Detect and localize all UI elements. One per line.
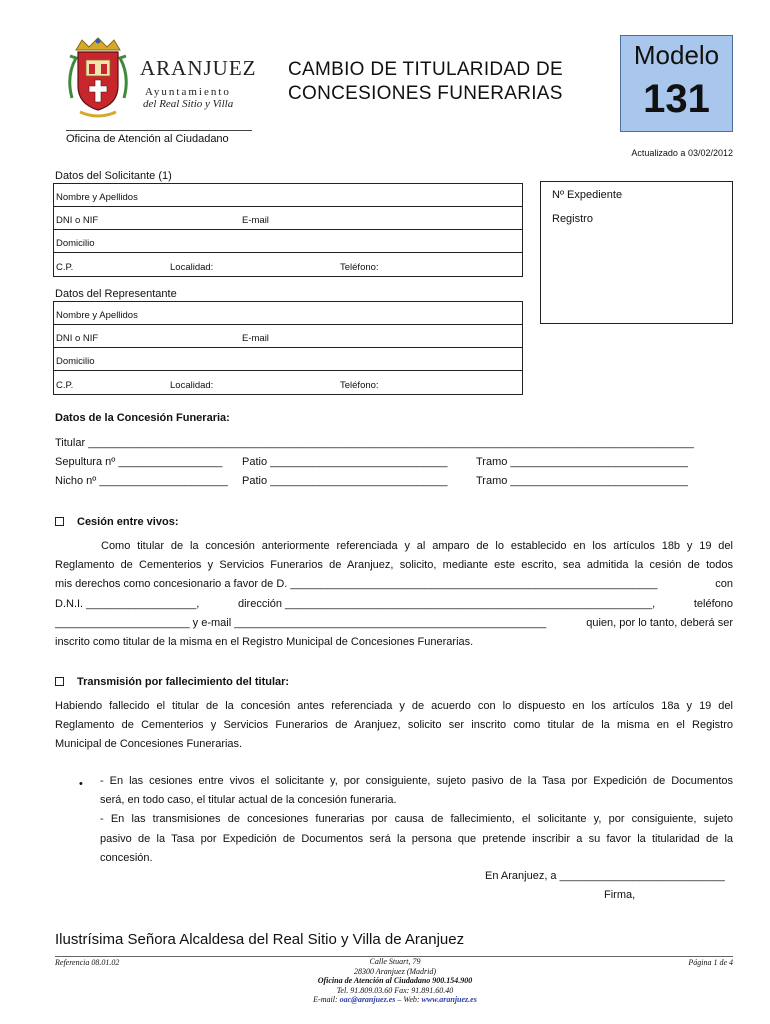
applicant-heading: Datos del Solicitante (1) (55, 170, 172, 182)
date-place-field[interactable]: En Aranjuez, a ___________________________ (485, 870, 725, 882)
transfer-paragraph: Habiendo fallecido el titular de la concesión antes referenciada y de acuerdo con lo dispuesto en los artículos 18a y 19 del Reglamento de Cementerios y Servicios Funerarios de Aranjuez, solicito ser inscrito como titular de la misma en el Registro Municipal de Concesiones Funerarias. (55, 700, 733, 751)
file-number-box (540, 181, 733, 324)
addressee: Ilustrísima Señora Alcaldesa del Real Sitio y Villa de Aranjuez (55, 931, 465, 948)
applicant-box (53, 183, 523, 277)
transfer-option (55, 676, 289, 688)
applicant-location-row (54, 253, 522, 276)
footer-email-link[interactable]: oac@aranjuez.es (339, 995, 396, 1005)
document-title: CAMBIO DE TITULARIDAD DE CONCESIONES FUNERARIAS (288, 59, 563, 104)
footer-address: Calle Stuart, 79 28300 Aranjuez (Madrid) Oficina de Atención al Ciudadano 900.154.900 Tel. 91.809.03.60 Fax: 91.891.60.40 E-mail: oac@aranjuez.es – Web: www.aranjuez.es (313, 957, 477, 1005)
notes-bullet: • (79, 778, 83, 790)
niche-number-field[interactable]: Nicho nº _____________________ (55, 475, 228, 487)
cession-heading: Cesión entre vivos: (77, 516, 179, 528)
applicant-cp-field[interactable]: C.P. (56, 262, 74, 273)
representative-heading: Datos del Representante (55, 288, 177, 300)
niche-section-field[interactable]: Tramo _____________________________ (476, 475, 688, 487)
applicant-phone-field[interactable]: Teléfono: (340, 262, 379, 273)
transfer-checkbox[interactable] (55, 677, 64, 686)
rep-location-row (54, 371, 522, 394)
org-name: ARANJUEZ (140, 56, 257, 80)
rep-cp-field[interactable]: C.P. (56, 380, 74, 391)
org-subtitle: Ayuntamiento (145, 86, 231, 98)
rep-phone-field[interactable]: Teléfono: (340, 380, 379, 391)
office-name: Oficina de Atención al Ciudadano (66, 133, 229, 145)
niche-patio-field[interactable]: Patio _____________________________ (242, 475, 448, 487)
cession-option (55, 516, 178, 528)
applicant-id-row (54, 207, 522, 230)
applicant-locality-field[interactable]: Localidad: (170, 262, 214, 273)
footer-reference: Referencia 08.01.02 (55, 958, 120, 967)
org-subtitle-2: del Real Sitio y Villa (143, 98, 234, 110)
holder-field[interactable]: Titular ___________________________________________________________________________________________________ (55, 437, 694, 449)
rep-id-row (54, 325, 522, 348)
grave-number-field[interactable]: Sepultura nº _________________ (55, 456, 223, 468)
rep-email-field[interactable]: E-mail (242, 333, 269, 344)
representative-box (53, 301, 523, 395)
rep-name-field[interactable]: Nombre y Apellidos (54, 302, 522, 325)
notes-list: - En las cesiones entre vivos el solicitante y, por consiguiente, sujeto pasivo de la Tasa por Expedición de Documentos será, en todo caso, el titular actual de la concesión funeraria. - En las transmisiones de concesiones funerarias por causa de fallecimiento, el solicitante y, por consiguiente, sujeto pasivo de la Tasa por Expedición de Documentos será la persona que pretende inscribir a su favor la titularidad de la concesión. (100, 775, 733, 864)
applicant-email-field[interactable]: E-mail (242, 215, 269, 226)
applicant-address-field[interactable]: Domicilio (54, 230, 522, 253)
modelo-box (620, 35, 733, 132)
registry-label: Registro (552, 213, 593, 225)
updated-date: Actualizado a 03/02/2012 (631, 148, 733, 158)
footer-web-link[interactable]: www.aranjuez.es (421, 995, 477, 1005)
cession-checkbox[interactable] (55, 517, 64, 526)
file-number-label: Nº Expediente (552, 189, 623, 201)
modelo-number: 131 (643, 77, 710, 121)
rep-locality-field[interactable]: Localidad: (170, 380, 214, 391)
footer-page: Página 1 de 4 (688, 958, 733, 967)
rep-address-field[interactable]: Domicilio (54, 348, 522, 371)
coat-of-arms-logo (62, 36, 134, 122)
modelo-label: Modelo (633, 40, 720, 70)
grave-section-field[interactable]: Tramo _____________________________ (476, 456, 688, 468)
rep-dni-field[interactable]: DNI o NIF (56, 333, 99, 344)
signature-label: Firma, (604, 889, 636, 901)
applicant-dni-field[interactable]: DNI o NIF (56, 215, 99, 226)
grave-patio-field[interactable]: Patio _____________________________ (242, 456, 448, 468)
office-divider (66, 130, 252, 131)
applicant-name-field[interactable]: Nombre y Apellidos (54, 184, 522, 207)
cession-paragraph: Como titular de la concesión anteriormente referenciada y al amparo de lo establecido en los artículos 18b y 19 del Reglamento de Cementerios y Servicios Funerarios de Aranjuez, solicito, mediante este escrito, sea admitida la cesión de todos mis derechos como concesionario a favor de D. ____________________________________________________________ con D.N.I. __________________, dirección ____________________________________________________________, teléfono ______________________ y e-mail ___________________________________________________ quien, por lo tanto, deberá ser inscrito como titular de la misma en el Registro Municipal de Concesiones Funerarias. (55, 540, 733, 649)
concession-heading: Datos de la Concesión Funeraria: (55, 412, 230, 424)
transfer-heading: Transmisión por fallecimiento del titular: (77, 676, 290, 688)
